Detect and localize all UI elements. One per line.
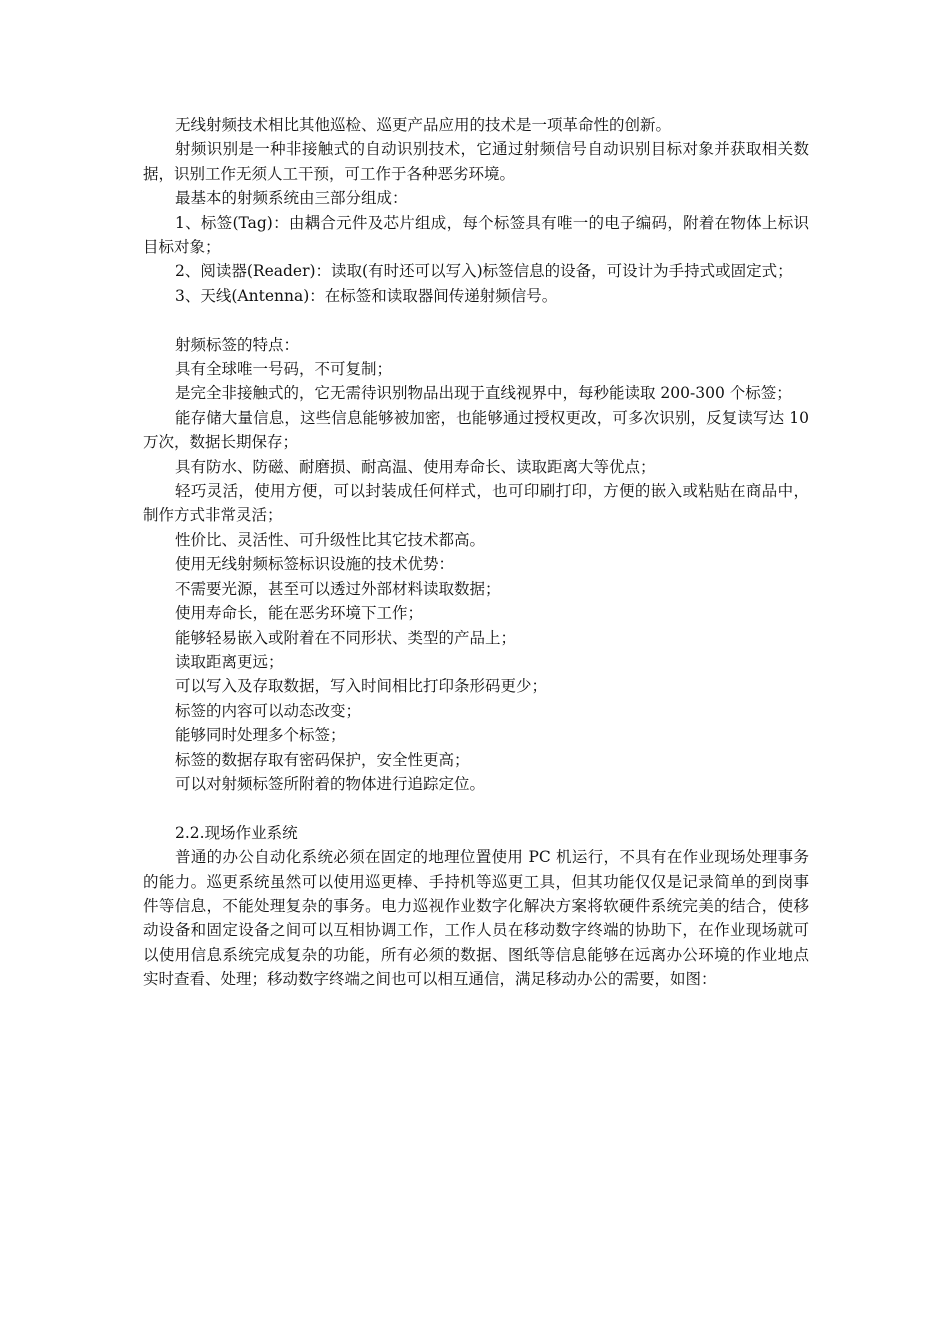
feature-item: 是完全非接触式的，它无需待识别物品出现于直线视界中，每秒能读取 200-300 个标签；: [175, 384, 792, 403]
intro-paragraph-1: 无线射频技术相比其他巡检、巡更产品应用的技术是一项革命性的创新。: [175, 116, 672, 134]
advantages-heading: 使用无线射频标签标识设施的技术优势：: [175, 555, 455, 574]
feature-item: 具有全球唯一号码，不可复制；: [175, 360, 393, 379]
advantage-item: 能够同时处理多个标签；: [175, 726, 346, 745]
advantage-item: 能够轻易嵌入或附着在不同形状、类型的产品上；: [175, 628, 517, 647]
section-body: 普通的办公自动化系统必须在固定的地理位置使用 PC 机运行，不具有在作业现场处理事务的能力。巡更系统虽然可以使用巡更棒、手持机等巡更工具，但其功能仅仅是记录简单的到岗事件等信息，不能处理复杂的事务。电力巡视作业数字化解决方案将软硬件系统完美的结合，使移动设备和固定设备之间可以互相协调工作，工作人员在移动数字终端的协助下，在作业现场就可以使用信息系统完成复杂的功能，所有必须的数据、图纸等信息能够在远离办公环境的作业地点实时查看、处理；移动数字终端之间也可以相互通信，满足移动办公的需要，如图：: [143, 848, 809, 989]
section-heading: 2.2.现场作业系统: [175, 823, 298, 842]
feature-item: 轻巧灵活，使用方便，可以封装成任何样式，也可印刷打印，方便的嵌入或粘贴在商品中，制作方式非常灵活；: [143, 482, 809, 525]
advantage-item: 标签的数据存取有密码保护，安全性更高；: [175, 750, 470, 769]
features-heading: 射频标签的特点：: [175, 335, 300, 354]
document-page: [143, 113, 809, 992]
intro-paragraph-3: 最基本的射频系统由三部分组成：: [175, 189, 408, 208]
component-reader: 2、阅读器(Reader)：读取(有时还可以写入)标签信息的设备，可设计为手持式或固定式；: [175, 262, 793, 281]
advantage-item: 不需要光源，甚至可以透过外部材料读取数据；: [175, 579, 501, 598]
component-antenna: 3、天线(Antenna)：在标签和读取器间传递射频信号。: [175, 286, 558, 305]
feature-item: 具有防水、防磁、耐磨损、耐高温、使用寿命长、读取距离大等优点；: [175, 457, 656, 476]
advantage-item: 标签的内容可以动态改变；: [175, 701, 362, 720]
advantage-item: 使用寿命长，能在恶劣环境下工作；: [175, 604, 424, 623]
intro-paragraph-2: 射频识别是一种非接触式的自动识别技术，它通过射频信号自动识别目标对象并获取相关数据，识别工作无须人工干预，可工作于各种恶劣环境。: [143, 140, 809, 183]
advantage-item: 可以写入及存取数据，写入时间相比打印条形码更少；: [175, 677, 548, 696]
feature-item: 能存储大量信息，这些信息能够被加密，也能够通过授权更改，可多次识别，反复读写达 10 万次，数据长期保存；: [143, 408, 809, 452]
advantage-item: 可以对射频标签所附着的物体进行追踪定位。: [175, 774, 486, 793]
paragraph-gap: [143, 308, 809, 332]
paragraph-gap: [143, 796, 809, 820]
feature-item: 性价比、灵活性、可升级性比其它技术都高。: [175, 530, 486, 549]
advantage-item: 读取距离更远；: [175, 652, 284, 671]
component-tag: 1、标签(Tag)：由耦合元件及芯片组成，每个标签具有唯一的电子编码，附着在物体上标识目标对象；: [143, 213, 809, 257]
